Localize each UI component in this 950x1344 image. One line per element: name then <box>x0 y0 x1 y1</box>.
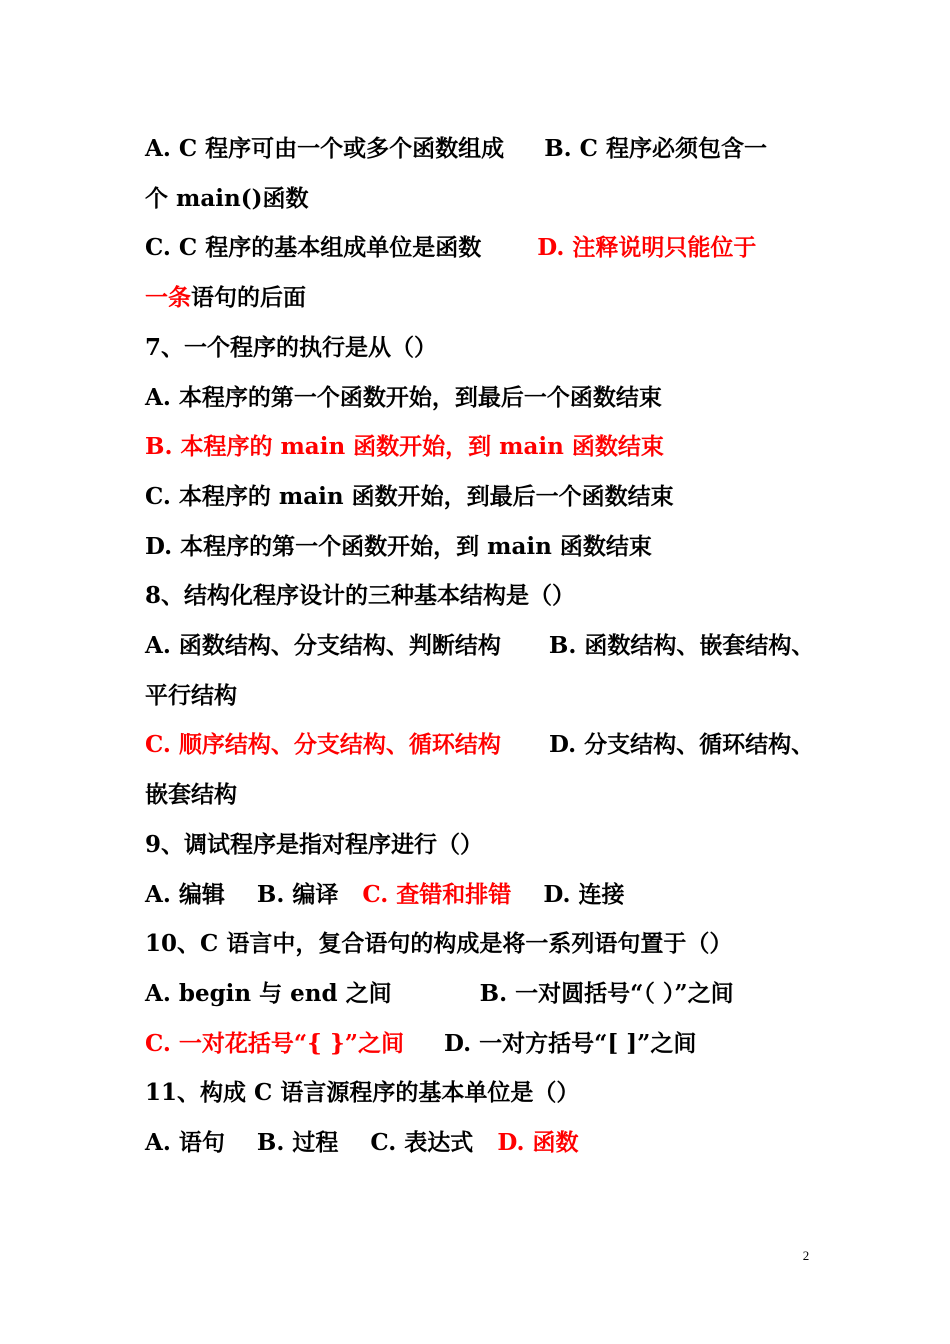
page-number: 2 <box>802 1248 810 1263</box>
answer-text: C. 顺序结构、分支结构、循环结构 <box>145 731 501 758</box>
line-text: A. 函数结构、分支结构、判断结构 <box>145 632 501 659</box>
line-text: 8、结构化程序设计的三种基本结构是（） <box>145 582 576 609</box>
text-line <box>145 184 308 214</box>
line-text: A. 本程序的第一个函数开始，到最后一个函数结束 <box>145 384 662 411</box>
answer-text: C. 查错和排错 <box>362 881 512 908</box>
line-text: 语句的后面 <box>191 284 306 311</box>
text-line <box>145 233 756 263</box>
text-line <box>145 681 237 711</box>
text-line <box>145 383 662 413</box>
text-line <box>145 1128 578 1158</box>
text-line <box>145 631 814 661</box>
line-text: D. 连接 <box>511 881 625 908</box>
line-text: A. 编辑 B. 编译 <box>145 881 363 908</box>
line-text: D. 一对方括号“[ ]”之间 <box>403 1030 697 1057</box>
line-text: 平行结构 <box>145 682 237 709</box>
text-line <box>145 1029 696 1059</box>
answer-text: D. 注释说明只能位于 <box>537 234 757 261</box>
line-text: 嵌套结构 <box>145 781 237 808</box>
text-line <box>145 1078 579 1108</box>
text-line <box>145 283 306 313</box>
text-line <box>145 134 767 164</box>
line-text: 7、一个程序的执行是从（） <box>145 334 438 361</box>
line-text: A. C 程序可由一个或多个函数组成 <box>145 135 505 162</box>
text-line <box>145 482 674 512</box>
line-text: C. 本程序的 main 函数开始，到最后一个函数结束 <box>145 483 674 510</box>
line-text <box>481 234 537 261</box>
text-line <box>145 979 734 1009</box>
answer-text: B. 本程序的 main 函数开始，到 main 函数结束 <box>145 433 664 460</box>
text-line <box>145 333 437 363</box>
text-line <box>145 581 575 611</box>
text-line <box>145 830 483 860</box>
text-line <box>145 730 814 760</box>
line-text: B. C 程序必须包含一 <box>504 135 767 162</box>
line-text: 10、C 语言中，复合语句的构成是将一系列语句置于（） <box>145 930 733 957</box>
line-text: A. begin 与 end 之间 B. 一对圆括号“（ ）”之间 <box>145 980 734 1007</box>
text-line <box>145 532 652 562</box>
line-text: 个 main()函数 <box>145 185 309 212</box>
line-text: D. 分支结构、循环结构、 <box>500 731 815 758</box>
line-text: A. 语句 B. 过程 C. 表达式 <box>145 1129 498 1156</box>
line-text: 11、构成 C 语言源程序的基本单位是（） <box>145 1079 580 1106</box>
line-text: B. 函数结构、嵌套结构、 <box>500 632 815 659</box>
text-line <box>145 929 732 959</box>
answer-text: C. 一对花括号“{ }”之间 <box>145 1030 404 1057</box>
line-text: D. 本程序的第一个函数开始，到 main 函数结束 <box>145 533 652 560</box>
answer-text: 一条 <box>145 284 191 311</box>
text-line <box>145 432 664 462</box>
text-line <box>145 780 237 810</box>
answer-text: D. 函数 <box>497 1129 579 1156</box>
line-text: C. C 程序的基本组成单位是函数 <box>145 234 482 261</box>
text-line <box>145 880 624 910</box>
line-text: 9、调试程序是指对程序进行（） <box>145 831 484 858</box>
